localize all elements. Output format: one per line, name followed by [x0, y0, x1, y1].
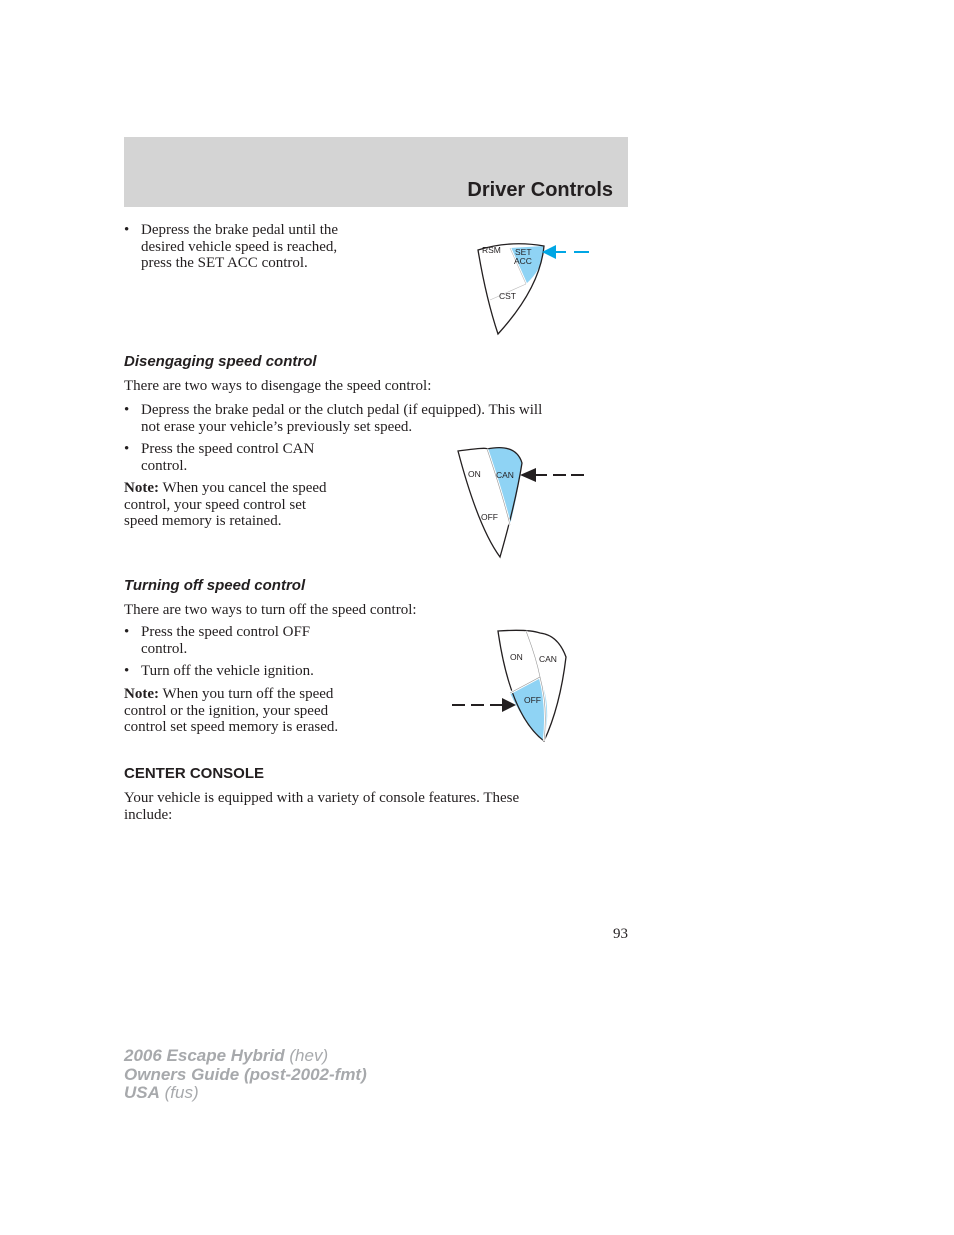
- on-label: ON: [468, 469, 481, 479]
- black-arrow-head: [520, 468, 536, 482]
- console-body: Your vehicle is equipped with a variety of console features. These include:: [124, 790, 520, 823]
- cst-label: CST: [499, 291, 516, 301]
- footer: 2006 Escape Hybrid (hev) Owners Guide (post-2002-fmt) USA (fus): [124, 1046, 367, 1102]
- speed-control-set-acc-figure: [470, 228, 600, 343]
- page-number: 93: [613, 926, 628, 942]
- off-label: OFF: [524, 695, 541, 705]
- speed-control-can-figure: [450, 443, 590, 566]
- heading-center-console: CENTER CONSOLE: [124, 765, 265, 782]
- heading-turning-off: Turning off speed control: [124, 577, 306, 594]
- chapter-title: Driver Controls: [467, 179, 613, 201]
- rsm-label: RSM: [482, 245, 501, 255]
- acc-label: ACC: [514, 256, 532, 266]
- turnoff-intro: There are two ways to turn off the speed control:: [124, 602, 417, 618]
- header-band: [124, 137, 628, 207]
- note-cancel: Note: When you cancel the speed control, your speed control set speed memory is retained.: [124, 480, 327, 529]
- on-label: ON: [510, 652, 523, 662]
- speed-control-off-figure: [448, 627, 572, 750]
- off-label: OFF: [481, 512, 498, 522]
- disengage-intro: There are two ways to disengage the speed control:: [124, 378, 432, 394]
- can-label: CAN: [496, 470, 514, 480]
- note-turn-off: Note: When you turn off the speed control or the ignition, your speed control set speed memory is erased.: [124, 686, 339, 735]
- heading-disengaging: Disengaging speed control: [124, 353, 317, 370]
- set-label: SET: [515, 247, 532, 257]
- can-label: CAN: [539, 654, 557, 664]
